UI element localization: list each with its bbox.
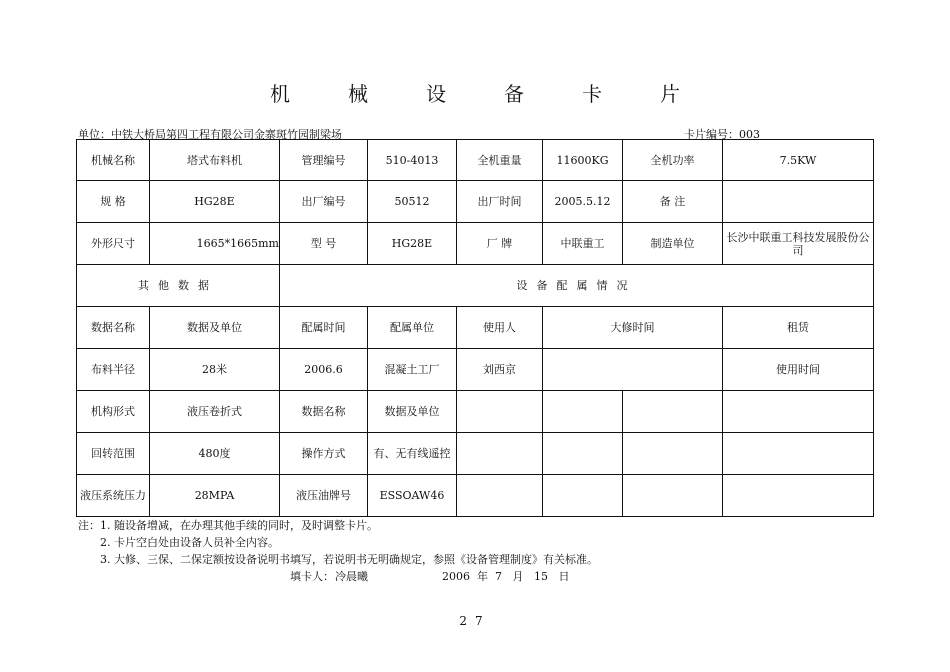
note-line: 3. 大修、三保、二保定额按设备说明书填写，若说明书无明确规定，参照《设备管理制度》有关标准。 bbox=[100, 553, 598, 566]
table-row bbox=[77, 181, 874, 223]
table-row bbox=[77, 475, 874, 517]
table-cell: HG28E bbox=[150, 181, 280, 223]
table-cell: 液压卷折式 bbox=[150, 391, 280, 433]
table-cell bbox=[623, 433, 723, 475]
table-cell: 数据名称 bbox=[280, 391, 368, 433]
table-cell: HG28E bbox=[368, 223, 457, 265]
page-title bbox=[0, 78, 950, 107]
table-cell: 配属单位 bbox=[368, 307, 457, 349]
table-cell: 大修时间 bbox=[543, 307, 723, 349]
title-char: 机 bbox=[270, 82, 290, 106]
table-cell bbox=[623, 391, 723, 433]
table-cell: ESSOAW46 bbox=[368, 475, 457, 517]
table-cell: 480度 bbox=[150, 433, 280, 475]
title-char: 设 bbox=[426, 82, 446, 106]
table-cell bbox=[457, 475, 543, 517]
table-cell: 数据及单位 bbox=[368, 391, 457, 433]
fill-date: 2006 年 7 月 15 日 bbox=[442, 570, 570, 583]
table-cell: 刘西京 bbox=[457, 349, 543, 391]
table-cell: 制造单位 bbox=[623, 223, 723, 265]
table-cell: 外形尺寸 bbox=[77, 223, 150, 265]
table-cell: 回转范围 bbox=[77, 433, 150, 475]
table-cell: 有、无有线遥控 bbox=[368, 433, 457, 475]
table-row bbox=[77, 349, 874, 391]
table-cell: 备 注 bbox=[623, 181, 723, 223]
table-cell: 机械名称 bbox=[77, 140, 150, 181]
table-row bbox=[77, 433, 874, 475]
table-cell: 液压系统压力 bbox=[77, 475, 150, 517]
unit-label: 单位：中铁大桥局第四工程有限公司金寨斑竹园制梁场 bbox=[78, 128, 342, 141]
table-cell bbox=[457, 391, 543, 433]
table-cell: 28米 bbox=[150, 349, 280, 391]
notes bbox=[78, 517, 598, 568]
table-cell: 配属时间 bbox=[280, 307, 368, 349]
title-char: 片 bbox=[660, 82, 680, 106]
table-cell: 510-4013 bbox=[368, 140, 457, 181]
table-cell bbox=[723, 391, 874, 433]
table-cell: 50512 bbox=[368, 181, 457, 223]
table-cell: 布料半径 bbox=[77, 349, 150, 391]
signer-name: 冷晨曦 bbox=[335, 570, 368, 583]
table-cell: 数据及单位 bbox=[150, 307, 280, 349]
title-char: 备 bbox=[504, 82, 524, 106]
table-cell bbox=[723, 181, 874, 223]
table-cell: 7.5KW bbox=[723, 140, 874, 181]
table-cell bbox=[623, 475, 723, 517]
table-cell: 出厂时间 bbox=[457, 181, 543, 223]
table-cell: 塔式布料机 bbox=[150, 140, 280, 181]
title-char: 卡 bbox=[582, 82, 602, 106]
section-equipment-allocation: 设备配属情况 bbox=[280, 265, 874, 307]
table-row bbox=[77, 391, 874, 433]
table-cell bbox=[543, 475, 623, 517]
table-cell bbox=[457, 433, 543, 475]
table-cell: 长沙中联重工科技发展股份公司 bbox=[723, 223, 874, 265]
table-cell bbox=[543, 391, 623, 433]
equipment-card-table bbox=[76, 139, 874, 517]
table-cell bbox=[723, 475, 874, 517]
table-cell: 管理编号 bbox=[280, 140, 368, 181]
table-cell: 11600KG bbox=[543, 140, 623, 181]
table-cell: 机构形式 bbox=[77, 391, 150, 433]
table-cell: 厂 牌 bbox=[457, 223, 543, 265]
note-line: 注：1. 随设备增减，在办理其他手续的同时，及时调整卡片。 bbox=[78, 519, 378, 532]
table-cell: 操作方式 bbox=[280, 433, 368, 475]
signer-label: 填卡人： bbox=[290, 570, 334, 583]
page-number: 27 bbox=[459, 614, 491, 628]
table-cell bbox=[543, 433, 623, 475]
table-cell: 1665*1665mm bbox=[150, 223, 280, 265]
table-cell: 2006.6 bbox=[280, 349, 368, 391]
table-cell: 使用人 bbox=[457, 307, 543, 349]
section-other-data: 其他数据 bbox=[77, 265, 280, 307]
table-cell: 全机重量 bbox=[457, 140, 543, 181]
title-char: 械 bbox=[348, 82, 368, 106]
table-cell: 28MPA bbox=[150, 475, 280, 517]
table-cell: 型 号 bbox=[280, 223, 368, 265]
table-row bbox=[77, 140, 874, 181]
table-cell: 2005.5.12 bbox=[543, 181, 623, 223]
note-line: 2. 卡片空白处由设备人员补全内容。 bbox=[100, 536, 279, 549]
table-cell: 使用时间 bbox=[723, 349, 874, 391]
table-cell: 规 格 bbox=[77, 181, 150, 223]
card-number: 卡片编号：003 bbox=[684, 128, 760, 141]
table-cell: 中联重工 bbox=[543, 223, 623, 265]
table-cell: 出厂编号 bbox=[280, 181, 368, 223]
table-cell: 混凝土工厂 bbox=[368, 349, 457, 391]
table-row bbox=[77, 265, 874, 307]
table-row bbox=[77, 307, 874, 349]
table-cell bbox=[723, 433, 874, 475]
table-cell: 租赁 bbox=[723, 307, 874, 349]
table-row bbox=[77, 223, 874, 265]
table-cell: 数据名称 bbox=[77, 307, 150, 349]
table-cell: 全机功率 bbox=[623, 140, 723, 181]
table-cell bbox=[543, 349, 723, 391]
table-cell: 液压油牌号 bbox=[280, 475, 368, 517]
